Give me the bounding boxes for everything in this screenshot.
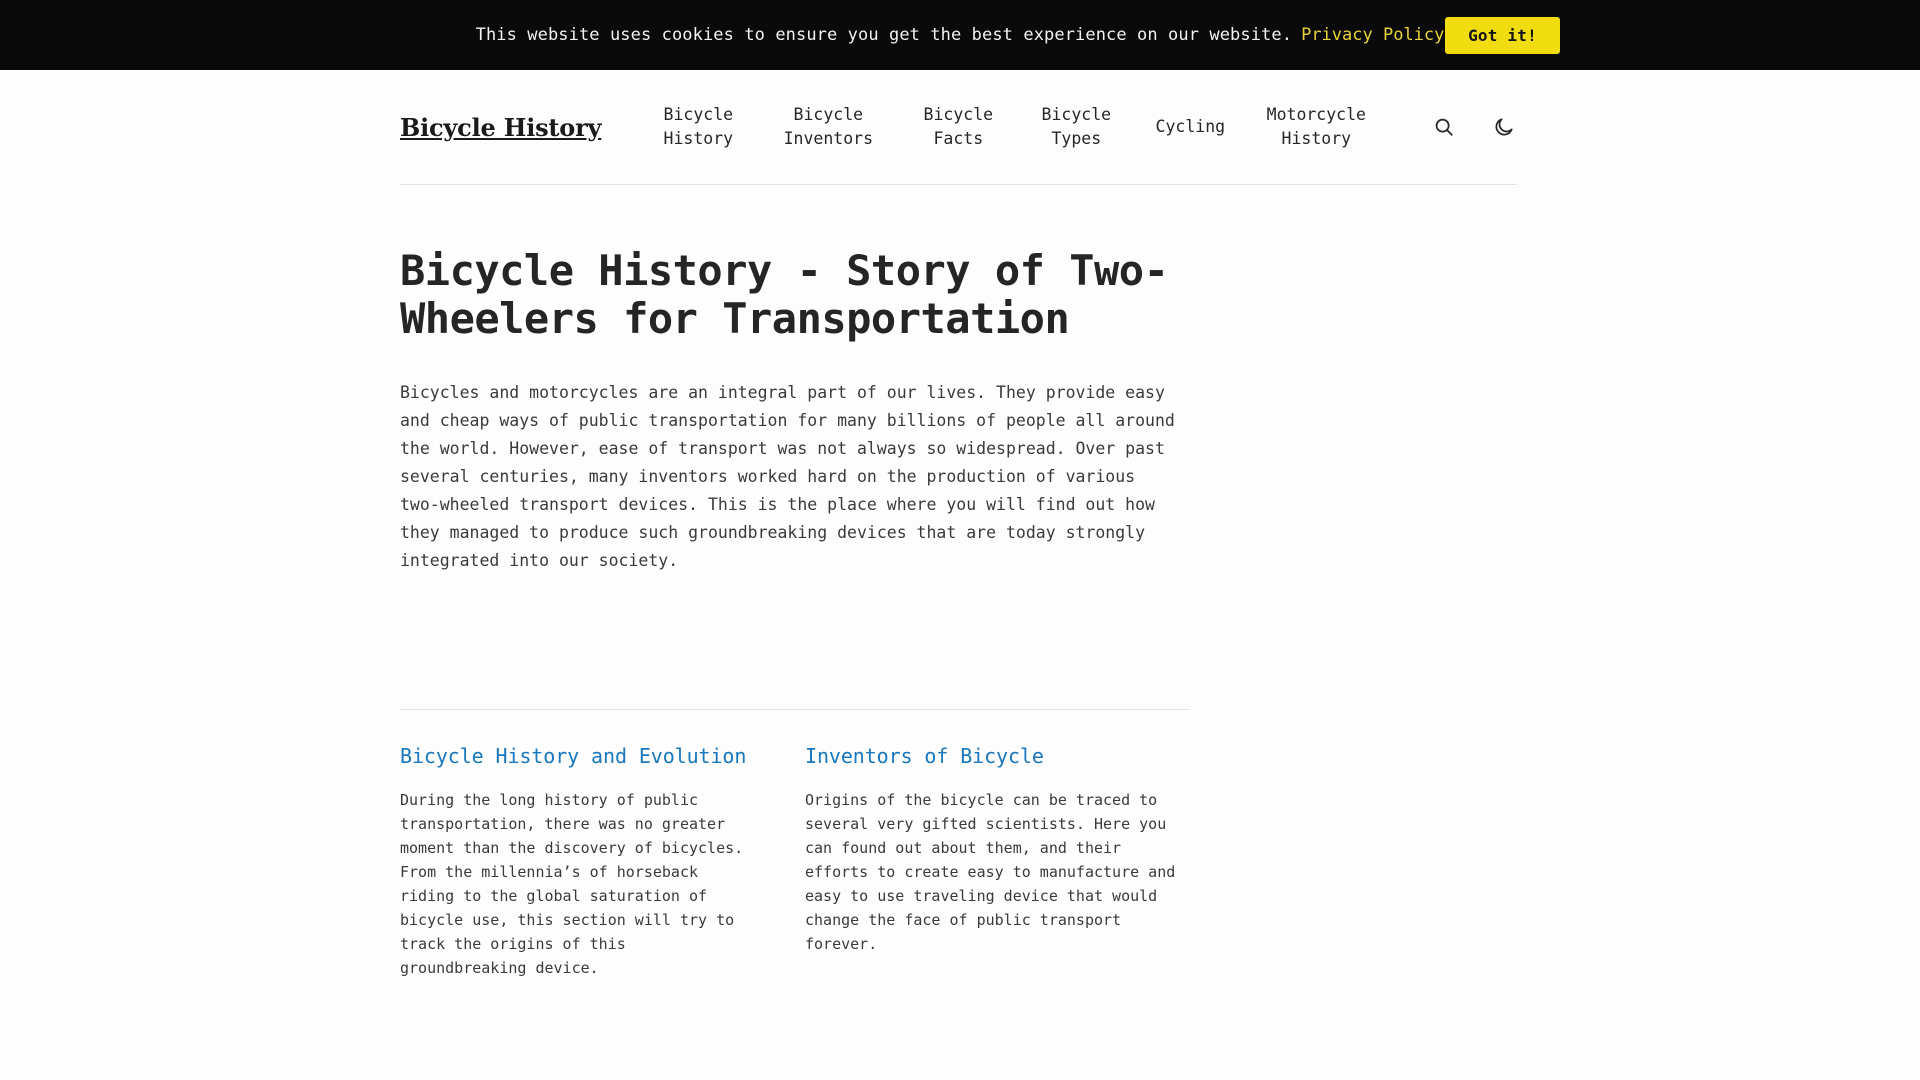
header-actions: [1431, 114, 1517, 140]
nav-label-line2: Facts: [933, 129, 984, 148]
nav-item-cycling[interactable]: [1135, 115, 1245, 139]
card-description: Origins of the bicycle can be traced to several very gifted scientists. Here you can found out about them, and their efforts to create easy to manufacture and easy to use traveling device that would change the face of public transport forever.: [805, 791, 1176, 953]
topic-card: [400, 743, 805, 980]
nav-item-motorcycle-history[interactable]: [1245, 103, 1387, 151]
topic-cards-section: [400, 709, 1190, 980]
nav-label-line2: History: [663, 129, 734, 148]
card-title-link[interactable]: Inventors of Bicycle: [805, 744, 1044, 768]
site-header: [400, 70, 1517, 185]
page-title: Bicycle History - Story of Two-Wheelers for Transportation: [400, 246, 1169, 343]
search-icon[interactable]: [1431, 114, 1457, 140]
moon-icon[interactable]: [1491, 114, 1517, 140]
nav-label-line2: History: [1281, 129, 1352, 148]
page-container: [0, 70, 1920, 980]
nav-label-line2: Types: [1051, 129, 1102, 148]
nav-item-bicycle-history[interactable]: [639, 103, 757, 151]
accept-cookies-button[interactable]: Got it!: [1445, 17, 1560, 54]
nav-item-bicycle-inventors[interactable]: [757, 103, 899, 151]
content-spacer: [400, 575, 1920, 709]
nav-label-line1: Bicycle: [663, 105, 734, 124]
card-title-link[interactable]: Bicycle History and Evolution: [400, 744, 747, 768]
cookie-message: This website uses cookies to ensure you get the best experience on our website.: [475, 24, 1293, 45]
hero-section: [400, 185, 1190, 575]
nav-label-line1: Motorcycle: [1266, 105, 1366, 124]
cookie-consent-banner: [0, 0, 1920, 70]
topic-card: [805, 743, 1190, 980]
privacy-policy-link[interactable]: Privacy Policy: [1301, 25, 1445, 45]
nav-label-line1: Bicycle: [923, 105, 994, 124]
card-description: During the long history of public transportation, there was no greater moment than the discovery of bicycles. From the millennia’s of horseback riding to the global saturation of bicycle use, this section will try to track the origins of this groundbreaking device.: [400, 791, 744, 977]
nav-item-bicycle-facts[interactable]: [899, 103, 1017, 151]
nav-label-line2: Inventors: [783, 129, 874, 148]
site-logo[interactable]: Bicycle History: [400, 112, 602, 142]
nav-label-line1: Bicycle: [793, 105, 864, 124]
hero-paragraph: Bicycles and motorcycles are an integral part of our lives. They provide easy and cheap ways of public transportation for many billions of people all around the world. However, ease of transport was not always so widespread. Over past several centuries, many inventors worked hard on the production of various two-wheeled transport devices. This is the place where you will find out how they managed to produce such groundbreaking devices that are today strongly integrated into our society.: [400, 383, 1175, 570]
nav-label-line1: Bicycle: [1041, 105, 1112, 124]
main-navigation: [639, 103, 1397, 151]
nav-label-line1: Cycling: [1155, 117, 1226, 136]
nav-item-bicycle-types[interactable]: [1017, 103, 1135, 151]
